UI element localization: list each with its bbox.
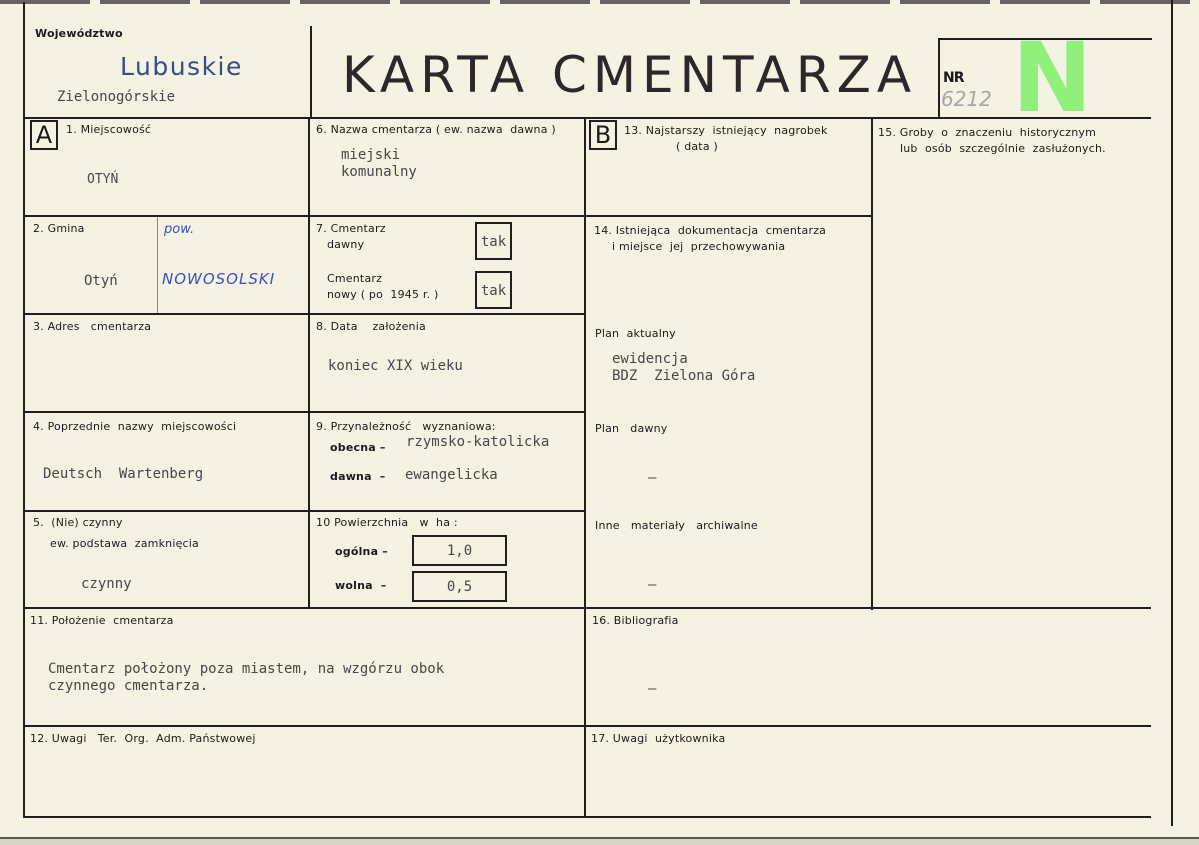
data-zalozenia-value: koniec XIX wieku <box>328 358 463 374</box>
row-line-2 <box>23 313 585 315</box>
frame-left <box>23 2 25 818</box>
wolna-label: wolna – <box>335 579 387 592</box>
gmina-pow-divider <box>157 216 158 314</box>
powierzchnia-label: 10 Powierzchnia w ha : <box>316 516 458 529</box>
category-mark: N <box>1012 22 1093 134</box>
nr-value: 6212 <box>941 87 992 111</box>
polozenie-value-2: czynnego cmentarza. <box>48 678 209 694</box>
inne-materialy-value: – <box>648 577 657 593</box>
ogolna-value: 1,0 <box>446 543 473 559</box>
cmentarz-nowy-label-1: Cmentarz <box>327 272 383 285</box>
nazwa-value-1: miejski <box>341 147 401 163</box>
dokumentacja-label-2: i miejsce jej przechowywania <box>612 240 786 253</box>
wolna-box <box>412 571 507 602</box>
header-bottom-line <box>23 117 1151 119</box>
plan-dawny-label: Plan dawny <box>595 422 668 435</box>
col-divider-1 <box>308 118 310 608</box>
cmentarz-dawny-value: tak <box>480 234 507 250</box>
section-a-marker: A <box>30 120 58 150</box>
cmentarz-dawny-label-1: 7. Cmentarz <box>316 222 386 235</box>
col-divider-3 <box>871 118 873 610</box>
cmentarz-nowy-label-2: nowy ( po 1945 r. ) <box>327 288 439 301</box>
ogolna-label: ogólna – <box>335 545 388 558</box>
nazwa-value-2: komunalny <box>341 164 417 180</box>
cmentarz-dawny-label-2: dawny <box>327 238 365 251</box>
nr-box-left <box>938 38 940 118</box>
obecna-value: rzymsko-katolicka <box>406 434 550 450</box>
nazwa-label: 6. Nazwa cmentarza ( ew. nazwa dawna ) <box>316 123 556 136</box>
plan-dawny-value: – <box>648 470 657 486</box>
row-line-1 <box>23 215 585 217</box>
col-divider-2 <box>584 118 586 818</box>
poprzednie-nazwy-value: Deutsch Wartenberg <box>43 466 204 482</box>
uwagi-uzytkownika-label: 17. Uwagi użytkownika <box>591 732 726 745</box>
nr-label: NR <box>943 70 964 86</box>
czynny-sublabel: ew. podstawa zamknięcia <box>50 537 199 550</box>
polozenie-value-1: Cmentarz położony poza miastem, na wzgórzu obok <box>48 661 445 677</box>
pow-value: NOWOSOLSKI <box>162 270 276 288</box>
row-line-b1 <box>585 215 872 217</box>
cmentarz-nowy-value: tak <box>480 283 507 299</box>
wojewodztwo-stamp: Lubuskie <box>120 52 243 81</box>
przynaleznosc-label: 9. Przynależność wyznaniowa: <box>316 420 496 433</box>
wojewodztwo-label: Województwo <box>35 27 123 40</box>
groby-label-2: lub osób szczególnie zasłużonych. <box>900 142 1106 155</box>
ogolna-box <box>412 535 507 566</box>
plan-aktualny-label: Plan aktualny <box>595 327 676 340</box>
dawna-label: dawna – <box>330 470 386 483</box>
bottom-edge <box>0 837 1199 845</box>
poprzednie-nazwy-label: 4. Poprzednie nazwy miejscowości <box>33 420 237 433</box>
data-zalozenia-label: 8. Data założenia <box>316 320 426 333</box>
top-edge <box>0 0 1199 4</box>
wojewodztwo-typed: Zielonogórskie <box>57 89 176 105</box>
nagrobek-label-2: ( data ) <box>676 140 718 153</box>
dawna-value: ewangelicka <box>405 467 498 483</box>
miejscowosc-value: OTYŃ <box>87 172 119 187</box>
row-line-5 <box>23 607 1151 609</box>
frame-bottom <box>23 816 1151 818</box>
pow-label: pow. <box>164 222 195 237</box>
header-divider <box>310 26 312 118</box>
czynny-value: czynny <box>81 576 132 592</box>
cmentarz-nowy-box <box>475 271 512 309</box>
uwagi-ter-label: 12. Uwagi Ter. Org. Adm. Państwowej <box>30 732 256 745</box>
bibliografia-label: 16. Bibliografia <box>592 614 679 627</box>
row-line-3 <box>23 411 585 413</box>
bibliografia-value: – <box>648 681 657 697</box>
inne-materialy-label: Inne materiały archiwalne <box>595 519 758 532</box>
adres-label: 3. Adres cmentarza <box>33 320 152 333</box>
cmentarz-dawny-box <box>475 222 512 260</box>
czynny-label: 5. (Nie) czynny <box>33 516 123 529</box>
gmina-label: 2. Gmina <box>33 222 85 235</box>
row-line-6 <box>23 725 1151 727</box>
section-b-marker: B <box>589 120 617 150</box>
obecna-label: obecna – <box>330 441 386 454</box>
row-line-4 <box>23 510 585 512</box>
gmina-value: Otyń <box>84 273 118 289</box>
nagrobek-label-1: 13. Najstarszy istniejący nagrobek <box>624 124 828 137</box>
polozenie-label: 11. Położenie cmentarza <box>30 614 174 627</box>
page-title: KARTA CMENTARZA <box>342 46 918 104</box>
dokumentacja-label-1: 14. Istniejąca dokumentacja cmentarza <box>594 224 827 237</box>
miejscowosc-label: 1. Miejscowość <box>66 123 152 136</box>
groby-label-1: 15. Groby o znaczeniu historycznym <box>878 126 1097 139</box>
plan-aktualny-value-2: BDZ Zielona Góra <box>612 368 756 384</box>
frame-right <box>1171 0 1173 826</box>
plan-aktualny-value-1: ewidencja <box>612 351 688 367</box>
wolna-value: 0,5 <box>446 579 473 595</box>
